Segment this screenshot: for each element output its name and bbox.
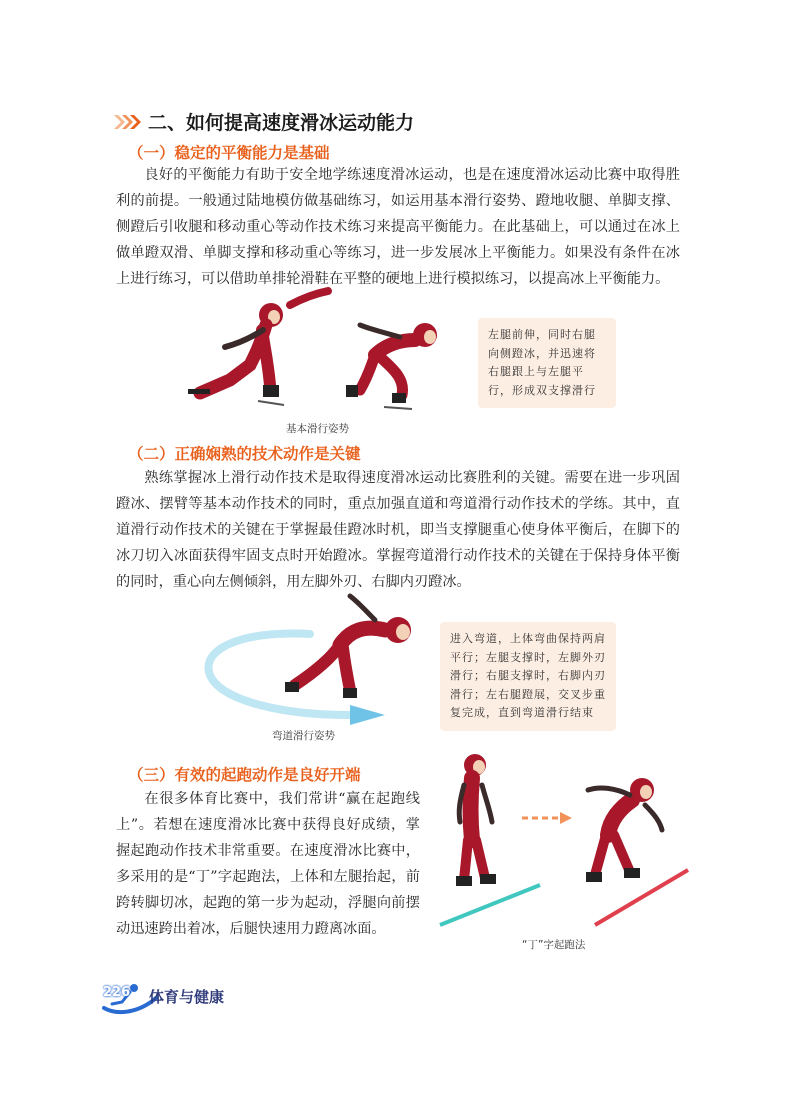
subsection-1-note-bubble: 左腿前伸，同时右腿向侧蹬冰，并迅速将右腿跟上与左腿平行，形成双支撑滑行 — [478, 318, 616, 408]
section-title: 二、如何提高速度滑冰运动能力 — [148, 112, 415, 134]
book-title: 体育与健康 — [149, 988, 225, 1006]
skater-5-illustration — [586, 778, 662, 882]
start-line-teal — [440, 885, 540, 925]
subsection-1-caption: 基本滑行姿势 — [286, 423, 349, 435]
basic-skating-figure — [170, 285, 470, 415]
subsection-2-paragraph: 熟练掌握冰上滑行动作技术是取得速度滑冰运动比赛胜利的关键。需要在进一步巩固蹬冰、摆臂等基本动作技术的同时，重点加强直道和弯道滑行动作技术的学练。其中，直道滑行动作技术的关键在于掌握最佳蹬冰时机，即当支撑腿重心使身体平衡后，在脚下的冰刀切入冰面获得牢固支点时开始蹬冰。掌握弯道滑行动作技术的关键在于保持身体平衡的同时，重心向左侧倾斜，用左脚外刃、右脚内刃蹬冰。 — [116, 470, 680, 590]
subsection-1-title: （一）稳定的平衡能力是基础 — [128, 144, 330, 162]
skater-1-illustration — [188, 291, 328, 405]
curve-skating-figure — [200, 590, 440, 725]
dashed-arrow-icon — [522, 812, 572, 824]
arrow-icon — [350, 705, 385, 725]
subsection-3-title: （三）有效的起跑动作是良好开端 — [128, 766, 361, 784]
double-chevron-icon — [112, 113, 142, 131]
skater-4-illustration — [456, 754, 496, 886]
subsection-2-note-bubble: 进入弯道，上体弯曲保持两肩平行；左腿支撑时，左脚外刃滑行；右腿支撑时，右脚内刃滑行；左右腿蹬展，交叉步重复完成，直到弯道滑行结束 — [440, 622, 616, 731]
subsection-3-caption: “丁”字起跑法 — [522, 939, 586, 951]
start-line-red — [595, 870, 688, 925]
subsection-2-title: （二）正确娴熟的技术动作是关键 — [128, 445, 361, 463]
page-number: 226 — [103, 985, 131, 1000]
section-heading — [112, 108, 414, 135]
subsection-2-caption: 弯道滑行姿势 — [272, 730, 335, 742]
subsection-3-paragraph: 在很多体育比赛中，我们常讲“赢在起跑线上”。若想在速度滑冰比赛中获得良好成绩，掌握起跑动作技术非常重要。在速度滑冰比赛中，多采用的是“丁”字起跑法，上体和左腿抬起，前跨转脚切冰，起跑的第一步为起动，浮腿向前摆动迅速跨出着冰，后腿快速用力蹬离冰面。 — [116, 791, 420, 937]
t-start-figure — [430, 750, 700, 930]
skater-3-illustration — [285, 596, 411, 698]
subsection-1-paragraph: 良好的平衡能力有助于安全地学练速度滑冰运动，也是在速度滑冰运动比赛中取得胜利的前提。一般通过陆地模仿做基础练习，如运用基本滑行姿势、蹬地收腿、单脚支撑、侧蹬后引收腿和移动重心等动作技术练习来提高平衡能力。在此基础上，可以通过在冰上做单蹬双滑、单脚支撑和移动重心等练习，进一步发展冰上平衡能力。如果没有条件在冰上进行练习，可以借助单排轮滑鞋在平整的硬地上进行模拟练习，以提高冰上平衡能力。 — [116, 167, 680, 287]
skater-2-illustration — [346, 323, 437, 409]
